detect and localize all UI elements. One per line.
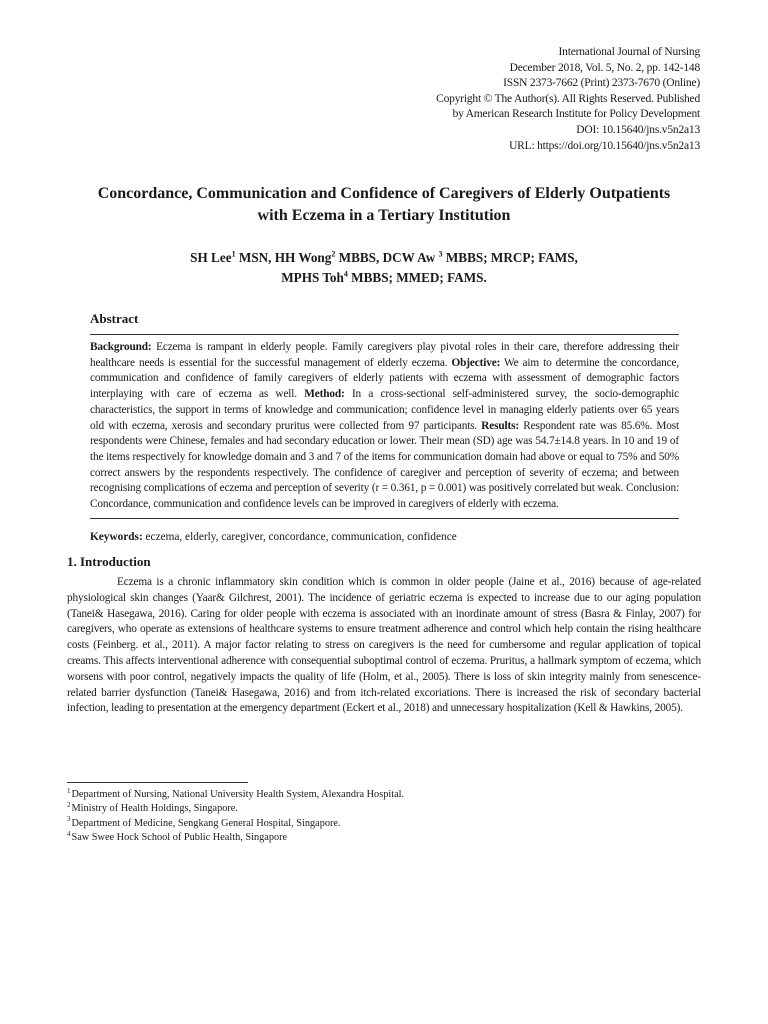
abstract-bottom-rule <box>90 518 679 519</box>
footnotes <box>67 788 404 846</box>
footnote-text: Saw Swee Hock School of Public Health, Singapore <box>71 832 288 844</box>
author-credentials: MBBS, <box>335 250 383 265</box>
results-label: Results: <box>481 419 520 432</box>
footnote-text: Department of Medicine, Sengkang General Hospital, Singapore. <box>71 817 341 829</box>
objective-label: Objective: <box>451 356 501 369</box>
footnote-number: 2 <box>67 800 71 809</box>
method-text: In a cross-sectional self-administered survey, the socio-demographic characteristics, the support in terms of knowledge and communication; confidence level in managing elderly patients over 65 years old with eczema, xerosis and secondary pruritus were collected from 97 participants. <box>90 388 679 432</box>
abstract-top-rule <box>90 334 679 335</box>
footnote-number: 3 <box>67 815 71 824</box>
keywords-label: Keywords: <box>90 531 143 543</box>
author-name: HH Wong <box>274 250 332 265</box>
affiliation-marker: 3 <box>438 249 443 259</box>
footnote-divider <box>67 782 248 783</box>
author-name: MPHS Toh <box>281 270 344 285</box>
author-credentials: MSN, <box>235 250 275 265</box>
affiliation-marker: 4 <box>343 269 348 279</box>
objective-text: We aim to determine the concordance, communication and confidence of family caregivers of elderly patients with eczema with assessment of demographic factors interplaying with care of eczema as well. <box>90 356 679 401</box>
footnote-item <box>67 802 404 816</box>
paper-title-line-1: Concordance, Communication and Confidence of Caregivers of Elderly Outpatients <box>97 185 671 202</box>
introduction-body <box>67 575 701 717</box>
journal-issn: ISSN 2373-7662 (Print) 2373-7670 (Online) <box>503 77 700 90</box>
abstract-body <box>90 340 679 513</box>
abstract-heading: Abstract <box>90 311 139 326</box>
journal-copyright: Copyright © The Author(s). All Rights Reserved. Published <box>436 92 700 105</box>
paper-title <box>60 183 708 227</box>
footnote-text: Department of Nursing, National University Health System, Alexandra Hospital. <box>71 789 405 800</box>
affiliation-marker: 2 <box>331 249 336 259</box>
author-credentials: MBBS; MMED; FAMS. <box>347 270 487 285</box>
author-name: DCW Aw <box>382 250 439 265</box>
author-line-1 <box>60 248 708 268</box>
journal-doi: DOI: 10.15640/jns.v5n2a13 <box>576 123 700 136</box>
keywords-text: eczema, elderly, caregiver, concordance, communication, confidence <box>142 531 457 543</box>
author-line-2 <box>60 268 708 288</box>
results-text: Respondent rate was 85.6%. Most respondents were Chinese, females and had secondary education or lower. Their mean (SD) age was 54.7±14.8 years. In 10 and 19 of the items respectively for knowledge domain and 3 and 7 of the items for communication domain had above or equal to 75% and 50% correct answers by the respondents respectively. The confidence of caregiver and perception of severity of eczema; and between recognising complications of eczema and perception of severity (r = 0.361, p = 0.001) was positively correlated but weak. Conclusion: Concordance, communication and confidence levels can be improved in caregivers of elderly with eczema. <box>90 419 679 511</box>
method-label: Method: <box>304 388 345 401</box>
author-credentials: MBBS; MRCP; FAMS, <box>442 250 578 265</box>
author-list <box>60 248 708 288</box>
introduction-paragraph: Eczema is a chronic inflammatory skin condition which is common in older people (Jaine et al., 2016) because of age-related physiological skin changes (Yaar& Gilchrest, 2001). The incidence of geriatric eczema is expected to increase due to our aging population (Tanei& Hasegawa, 2016). Caring for older people with eczema is associated with an inordinate amount of stress (Basra & Finlay, 2007) for caregivers, who operate as extensions of healthcare systems to ensure treatment adherence and control which help contain the rising healthcare costs (Feinberg. et al., 2011). A major factor relating to stress on caregivers is the need for cumbersome and regular application of topical creams. This affects interventional adherence with consequential suboptimal control of eczema. Pruritus, a hallmark symptom of eczema, which worsens with poor control, negatively impacts the quality of life (Holm, et al., 2005). There is loss of skin integrity mainly from senescence-related barrier dysfunction (Tanei& Hasegawa, 2016) and from itch-related excoriations. There is increased the risk of secondary bacterial infection, leading to presentation at the emergency department (Eckert et al., 2018) and unnecessary hospitalization (Kell & Hawkins, 2005). <box>67 576 701 715</box>
paper-title-line-2: with Eczema in a Tertiary Institution <box>257 207 511 224</box>
footnote-item <box>67 817 404 831</box>
journal-issue: December 2018, Vol. 5, No. 2, pp. 142-148 <box>509 61 700 74</box>
keywords <box>90 530 690 545</box>
footnote-item <box>67 788 404 802</box>
journal-name: International Journal of Nursing <box>558 46 700 58</box>
footnote-number: 4 <box>67 829 71 838</box>
introduction-heading: 1. Introduction <box>67 554 151 569</box>
journal-url[interactable]: URL: https://doi.org/10.15640/jns.v5n2a13 <box>509 139 700 152</box>
footnote-text: Ministry of Health Holdings, Singapore. <box>71 803 238 815</box>
journal-publisher: by American Research Institute for Policy Development <box>452 108 700 121</box>
background-text: Eczema is rampant in elderly people. Family caregivers play pivotal roles in their care, therefore addressing their healthcare needs is essential for the successful management of elderly eczema. <box>90 341 679 369</box>
journal-header <box>370 45 700 154</box>
footnote-number: 1 <box>67 786 71 795</box>
background-label: Background: <box>90 341 152 353</box>
footnote-item <box>67 831 404 845</box>
author-name: SH Lee <box>190 250 232 265</box>
affiliation-marker: 1 <box>231 249 236 259</box>
